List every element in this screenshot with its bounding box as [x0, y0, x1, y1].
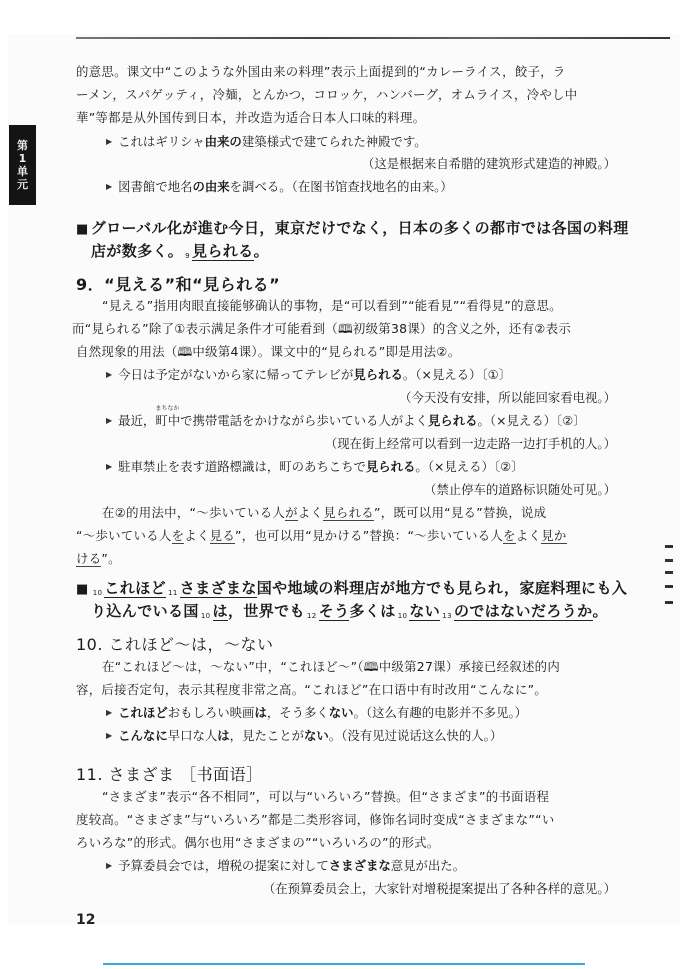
ruby-word: まちなか 町中 [155, 405, 181, 428]
page-number: 12 [76, 912, 96, 928]
paragraph-line: 而“見られる”除了①表示满足条件才可能看到（🕮初级第38课）的含义之外，还有②表示 [72, 321, 572, 336]
example-sentence: ▶ 予算委員会では，増税の提案に対してさまざまな意見が出た。 [106, 858, 466, 873]
unit-tab-char: 元 [17, 178, 28, 191]
intro-line: 的意思。课文中“このような外国由来の料理”表示上面提到的“カレーライス，餃子，ラ [76, 64, 566, 79]
square-bullet-icon: ■ [76, 582, 89, 597]
header-rule [76, 37, 670, 39]
key-sentence: ■ $_{10}$ これほど $_{11}$ さまざまな国や地域の料理店が地方でも見られ，家庭料理にも入 [76, 579, 628, 597]
paragraph-line: 容，后接否定句，表示其程度非常之高。“これほど”在口语中有时改用“こんなに”。 [76, 682, 548, 697]
paragraph-line: 自然现象的用法（🕮中级第4课）。课文中的“見られる”即是用法②。 [76, 344, 461, 359]
paragraph-line: 在“これほど～は，～ない”中，“これほど～”（🕮中级第27课）承接已经叙述的内 [102, 659, 561, 674]
example-translation: （今天没有安排，所以能回家看电视。） [399, 390, 616, 405]
intro-line: 華”等都是从外国传到日本，并改造为适合日本人口味的料理。 [76, 110, 426, 125]
paragraph-line: ろいろな”的形式。偶尔也用“さまざまの”“いろいろの”的形式。 [76, 835, 440, 850]
bullet-triangle-icon: ▶ [106, 416, 113, 425]
example-sentence: ▶ こんなに早口な人は，見たことがない。（没有见过说话这么快的人。） [106, 728, 503, 743]
paragraph-line: “さまざま”表示“各不相同”，可以与“いろいろ”替换。但“さまざま”的书面语程 [102, 789, 550, 804]
paragraph-line: “見える”指用肉眼直接能够确认的事物，是“可以看到”“能看見”“看得見”的意思。 [102, 298, 562, 313]
bullet-triangle-icon: ▶ [106, 731, 113, 740]
example-translation: （在预算委员会上，大家针对增税提案提出了各种各样的意见。） [262, 881, 616, 896]
unit-tab [9, 125, 36, 205]
paragraph-line: 度较高。“さまざま”与“いろいろ”都是二类形容词，修饰名词时变成“さまざまな”“い [76, 812, 555, 827]
example-sentence: ▶ 最近， まちなか 町中で携帯電話をかけながら歩いている人がよく見られる。（×見える）〔②〕 [106, 405, 586, 428]
example-sentence: ▶ これはギリシャ由来の建築様式で建てられた神殿です。 [106, 134, 427, 149]
unit-tab-char: 第 [17, 139, 28, 152]
bullet-triangle-icon: ▶ [106, 137, 113, 146]
bullet-triangle-icon: ▶ [106, 182, 113, 191]
unit-tab-char: 1 [18, 152, 27, 165]
margin-marks [665, 545, 673, 615]
section-heading: 11. さまざま ［书面语］ [76, 765, 263, 784]
square-bullet-icon: ■ [76, 222, 89, 237]
bullet-triangle-icon: ▶ [106, 370, 113, 379]
example-sentence: ▶ 図書館で地名の由来を調べる。（在图书馆查找地名的由来。） [106, 179, 453, 194]
bullet-triangle-icon: ▶ [106, 861, 113, 870]
paragraph-line: ける”。 [76, 551, 121, 566]
example-translation: （这是根据来自希腊的建筑形式建造的神殿。） [361, 156, 616, 171]
unit-tab-char: 单 [17, 165, 28, 178]
section-heading: 9．“見える”和“見られる” [76, 275, 281, 294]
paragraph-line: “～歩いている人をよく見る”，也可以用“見かける”替换：“～歩いている人をよく見か [76, 528, 567, 543]
key-sentence: り込んでいる国 $_{10}$ は，世界でも $_{12}$ そう多くは $_{10}$ ない $_{13}$ のではないだろうか。 [91, 602, 608, 620]
example-translation: （禁止停车的道路标识随处可见。） [423, 482, 616, 497]
section-heading: 10. これほど～は，～ない [76, 635, 274, 654]
key-sentence: ■ グローバル化が進む今日，東京だけでなく，日本の多くの都市では各国の料理 [76, 219, 629, 237]
intro-line: ーメン，スパゲッティ，冷麺，とんかつ，コロッケ，ハンバーグ，オムライス，冷やし中 [76, 87, 578, 102]
bullet-triangle-icon: ▶ [106, 462, 113, 471]
example-sentence: ▶ 駐車禁止を表す道路標識は，町のあちこちで見られる。（×見える）〔②〕 [106, 459, 524, 474]
key-sentence: 店が数多く。 $_9$ 見られる。 [91, 242, 269, 260]
example-sentence: ▶ これほどおもしろい映画は，そう多くない。（这么有趣的电影并不多见。） [106, 705, 528, 720]
footer-rule [103, 963, 585, 965]
paragraph-line: 在②的用法中，“～歩いている人がよく見られる”，既可以用“見る”替换，说成 [102, 505, 547, 520]
bullet-triangle-icon: ▶ [106, 708, 113, 717]
example-translation: （现在街上经常可以看到一边走路一边打手机的人。） [324, 436, 616, 451]
example-sentence: ▶ 今日は予定がないから家に帰ってテレビが見られる。（×見える）〔①〕 [106, 367, 512, 382]
